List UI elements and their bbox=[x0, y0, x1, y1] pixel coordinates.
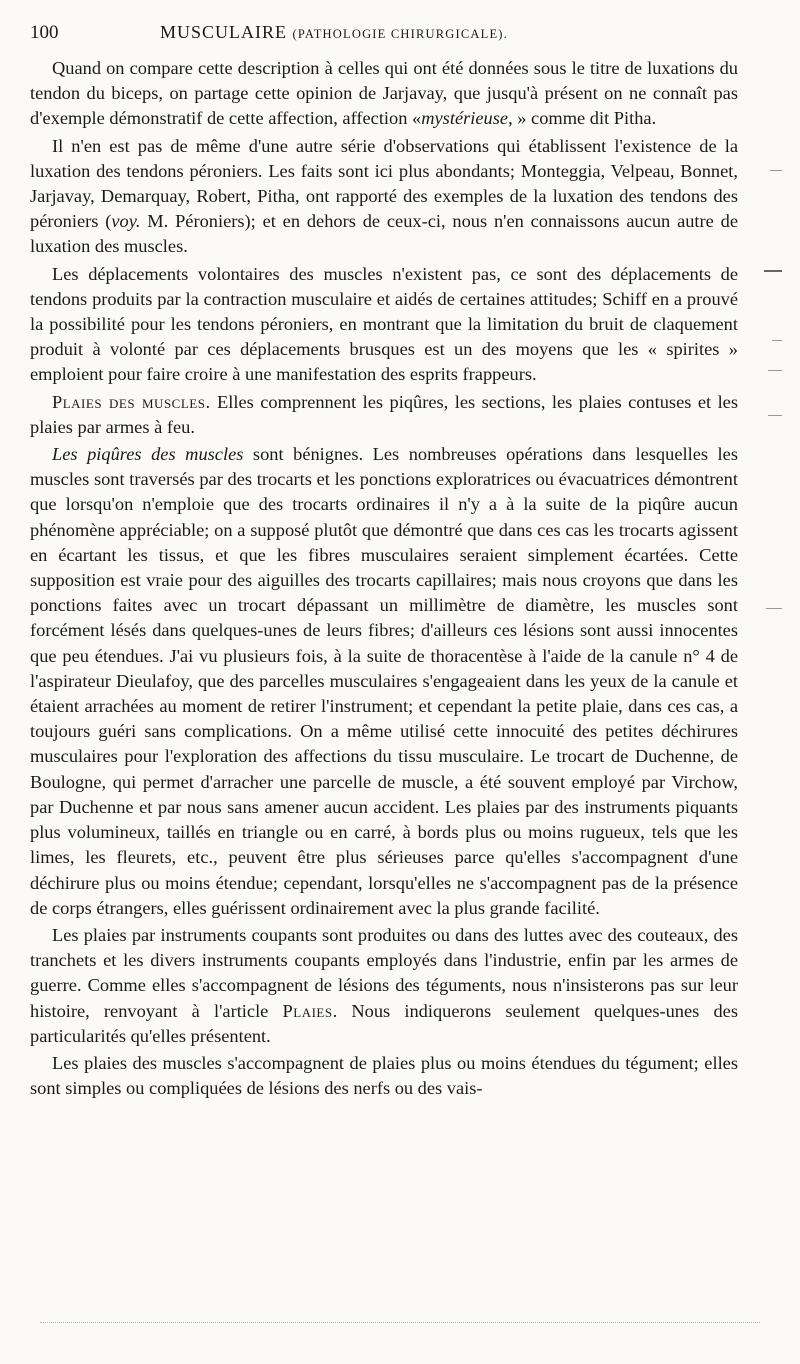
text-run: , » comme dit Pitha. bbox=[508, 108, 657, 129]
margin-tick bbox=[764, 270, 782, 272]
text-run: Les plaies des muscles s'accompagnent de plaies plus ou moins étendues du tégument; elles sont simples ou compliquées de lésions des nerfs ou des vais- bbox=[30, 1052, 738, 1099]
running-head bbox=[160, 22, 508, 43]
italic-term: voy. bbox=[111, 211, 141, 232]
paragraph-deplacements bbox=[30, 262, 738, 388]
paragraph-piqures bbox=[30, 442, 738, 921]
footer-rule bbox=[40, 1322, 760, 1327]
italic-heading: Les piqûres des muscles bbox=[52, 444, 244, 465]
margin-tick bbox=[766, 608, 782, 609]
italic-term: mystérieuse bbox=[421, 108, 509, 129]
margin-tick bbox=[768, 370, 782, 371]
page-number: 100 bbox=[30, 22, 59, 43]
margin-tick bbox=[768, 415, 782, 416]
cross-reference: Plaies bbox=[282, 1000, 333, 1021]
paragraph-plaies-simples bbox=[30, 1051, 738, 1101]
paragraph-coupants bbox=[30, 923, 738, 1049]
text-run: Elles comprennent les piqûres, les sections, les plaies contuses et les plaies par armes à feu. bbox=[30, 391, 738, 437]
paragraph-biceps bbox=[30, 56, 738, 132]
running-head-subtitle: (PATHOLOGIE CHIRURGICALE). bbox=[292, 27, 508, 41]
text-run: Quand on compare cette description à celles qui ont été données sous le titre de luxations du tendon du biceps, on partage cette opinion de Jarjavay, que jusqu'à présent on ne connaît pas d'exemple démonstratif de cette affection, affection « bbox=[30, 58, 738, 129]
margin-tick bbox=[770, 170, 782, 171]
text-run: Les déplacements volontaires des muscles n'existent pas, ce sont des déplacements de tendons produits par la contraction musculaire et aidés de certaines attitudes; Schiff en a prouvé la possibilité pour les tendons péroniers, en montrant que la limitation du bruit de claquement produit à volonté par ces déplacements brusques est un des moyens que les « spirites » emploient pour faire croire à une manifestation des esprits frappeurs. bbox=[30, 263, 738, 385]
text-run: M. Péroniers); et en dehors de ceux-ci, nous n'en connaissons aucun autre de luxation des muscles. bbox=[30, 211, 738, 257]
body-text bbox=[30, 56, 738, 1101]
paragraph-plaies-intro bbox=[30, 390, 738, 440]
section-heading: Plaies des muscles. bbox=[52, 391, 211, 412]
text-run: sont bénignes. Les nombreuses opérations dans lesquelles les muscles sont traversés par des trocarts et les ponctions exploratrices ou évacuatrices démontrent que lorsqu'on n'emploie que des trocarts ordinaires il n'y a à la suite de la piqûre aucun phénomène appréciable; on a supposé plutôt que démontré que dans ces cas les trocarts agissent en écartant les tissus, et que les fibres musculaires seraient simplement écartées. Cette supposition est vraie pour des aiguilles des trocarts capillaires; mais nous croyons que dans les ponctions faites avec un trocart dépassant un millimètre de diamètre, les muscles sont forcément lésés dans quelques-unes de leurs fibres; d'ailleurs ces lésions sont aussi innocentes que peu étendues. J'ai vu plusieurs fois, à la suite de thoracentèse à l'aide de la canule n° 4 de l'aspirateur Dieulafoy, que des parcelles musculaires s'engageaient dans les yeux de la canule et étaient arrachées au moment de retirer l'instrument; et cependant la petite plaie, dans ces cas, a toujours guéri sans complications. On a même utilisé cette innocuité des petites déchirures musculaires pour l'exploration des affections du tissu musculaire. Le trocart de Duchenne, de Boulogne, qui permet d'arracher une parcelle de muscle, a été souvent employé par Virchow, par Duchenne et par nous sans amener aucun accident. Les plaies par des instruments piquants plus volumineux, taillés en triangle ou en carré, à bords plus ou moins rugueux, tels que les limes, les fleurets, etc., peuvent être plus sérieuses parce qu'elles s'accompagnent d'une déchirure plus ou moins étendue; cependant, lorsqu'elles ne s'accompagnent pas de la présence de corps étrangers, elles guérissent ordinairement avec la plus grande facilité. bbox=[30, 444, 738, 918]
running-head-title: MUSCULAIRE bbox=[160, 22, 288, 42]
margin-marks bbox=[752, 170, 782, 670]
text-run: Il n'en est pas de même d'une autre série d'observations qui établissent l'existence de la luxation des tendons péroniers. Les faits sont ici plus abondants; Monteggia, Velpeau, Bonnet, Jarjavay, Demarquay, Robert, Pitha, ont rapporté des exemples de la luxation des tendons des péroniers ( bbox=[30, 135, 738, 232]
text-run: . Nous indiquerons seulement quelques-unes des particularités qu'elles présentent. bbox=[30, 1000, 739, 1046]
paragraph-peroniers bbox=[30, 134, 738, 260]
text-run: Les plaies par instruments coupants sont produites ou dans des luttes avec des couteaux, des tranchets et les divers instruments coupants employés dans l'industrie, enfin par les armes de guerre. Comme elles s'accompagnent de lésions des téguments, nous n'insisterons pas sur leur histoire, renvoyant à l'article bbox=[30, 924, 738, 1021]
page-header bbox=[30, 22, 738, 52]
margin-tick bbox=[772, 340, 782, 341]
book-page bbox=[30, 22, 738, 1103]
